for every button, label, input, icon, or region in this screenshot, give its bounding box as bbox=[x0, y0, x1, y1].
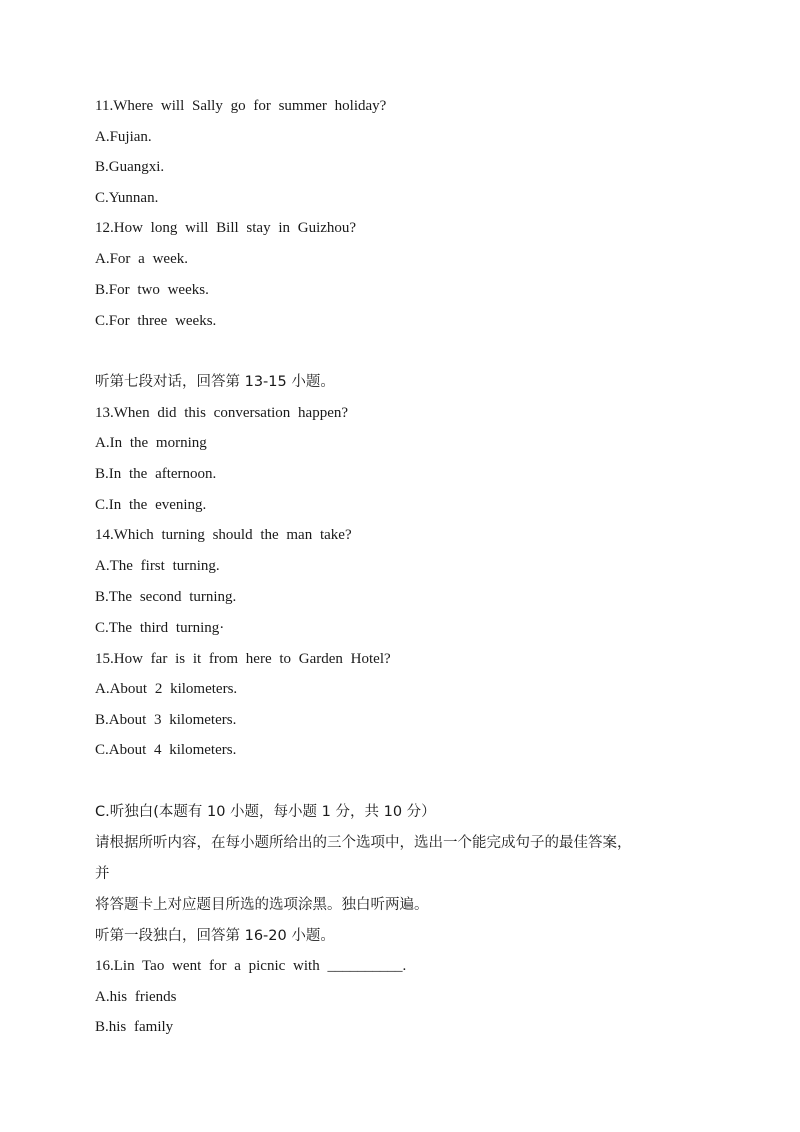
section-instruction-monologue-1: 听第一段独白，回答第 16-20 小题。 bbox=[95, 928, 335, 944]
q15-option-c: C.About 4 kilometers. bbox=[95, 742, 237, 758]
q15-option-b: B.About 3 kilometers. bbox=[95, 712, 237, 728]
question-16: 16.Lin Tao went for a picnic with __________. bbox=[95, 958, 407, 974]
q12-option-b: B.For two weeks. bbox=[95, 282, 209, 298]
q14-option-b: B.The second turning. bbox=[95, 589, 237, 605]
q14-option-a: A.The first turning. bbox=[95, 558, 220, 574]
question-13: 13.When did this conversation happen? bbox=[95, 405, 349, 421]
section-c-instruction-cont: 并 bbox=[95, 866, 110, 882]
q16-option-a: A.his friends bbox=[95, 989, 177, 1005]
q12-option-c: C.For three weeks. bbox=[95, 313, 217, 329]
q13-option-c: C.In the evening. bbox=[95, 497, 207, 513]
section-instruction-dialogue-7: 听第七段对话，回答第 13-15 小题。 bbox=[95, 374, 335, 390]
q15-option-a: A.About 2 kilometers. bbox=[95, 681, 238, 697]
section-c-instruction-2: 将答题卡上对应题目所选的选项涂黑。独白听两遍。 bbox=[95, 897, 429, 913]
q11-option-c: C.Yunnan. bbox=[95, 190, 159, 206]
section-c-instruction: 请根据所听内容，在每小题所给出的三个选项中，选出一个能完成句子的最佳答案， bbox=[95, 835, 632, 851]
q13-option-b: B.In the afternoon. bbox=[95, 466, 217, 482]
q14-option-c: C.The third turning· bbox=[95, 620, 225, 636]
q13-option-a: A.In the morning bbox=[95, 435, 207, 451]
q11-option-a: A.Fujian. bbox=[95, 129, 152, 145]
section-c-heading: C.听独白(本题有 10 小题，每小题 1 分，共 10 分） bbox=[95, 804, 436, 820]
question-12: 12.How long will Bill stay in Guizhou? bbox=[95, 220, 357, 236]
q12-option-a: A.For a week. bbox=[95, 251, 188, 267]
q11-option-b: B.Guangxi. bbox=[95, 159, 165, 175]
q16-option-b: B.his family bbox=[95, 1019, 174, 1035]
question-14: 14.Which turning should the man take? bbox=[95, 527, 352, 543]
question-15: 15.How far is it from here to Garden Hotel? bbox=[95, 651, 391, 667]
question-11: 11.Where will Sally go for summer holiday? bbox=[95, 98, 387, 114]
